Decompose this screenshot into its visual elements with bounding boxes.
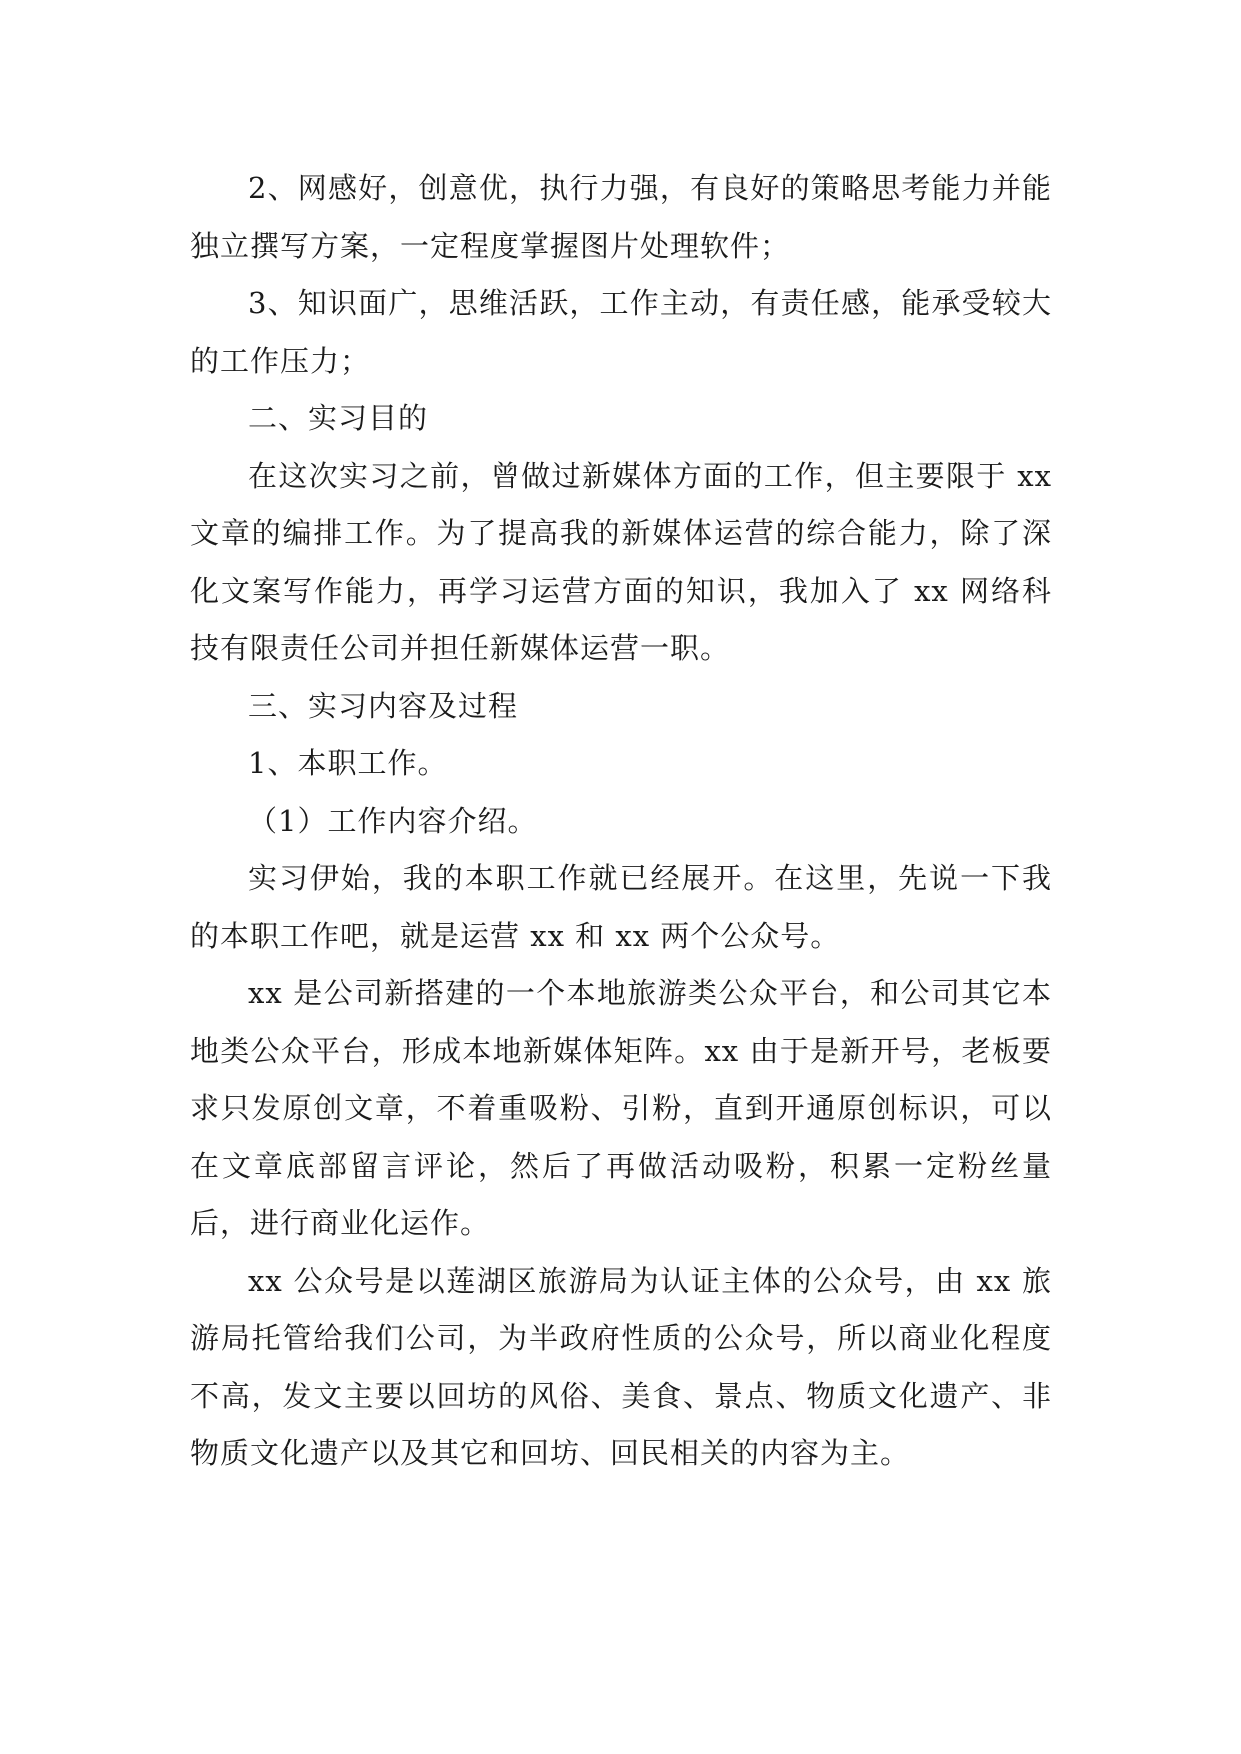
paragraph-purpose: 在这次实习之前，曾做过新媒体方面的工作，但主要限于 xx 文章的编排工作。为了提高我的新媒体运营的综合能力，除了深化文案写作能力，再学习运营方面的知识，我加入了 xx 网络科技有限责任公司并担任新媒体运营一职。 bbox=[190, 458, 1052, 665]
paragraph-requirement-3: 3、知识面广，思维活跃，工作主动，有责任感，能承受较大的工作压力； bbox=[190, 286, 1052, 378]
paragraph-work-start: 实习伊始，我的本职工作就已经展开。在这里，先说一下我的本职工作吧，就是运营 xx 和 xx 两个公众号。 bbox=[190, 861, 1052, 953]
paragraph-account-one: xx 是公司新搭建的一个本地旅游类公众平台，和公司其它本地类公众平台，形成本地新媒体矩阵。xx 由于是新开号，老板要求只发原创文章，不着重吸粉、引粉，直到开通原创标识，可以在文章底部留言评论，然后了再做活动吸粉，积累一定粉丝量后，进行商业化运作。 bbox=[190, 976, 1052, 1240]
subheading-main-work: 1、本职工作。 bbox=[248, 746, 448, 780]
paragraph-requirement-2: 2、网感好，创意优，执行力强，有良好的策略思考能力并能独立撰写方案，一定程度掌握图片处理软件； bbox=[190, 171, 1052, 263]
document-page bbox=[190, 160, 1052, 1483]
section-heading-content: 三、实习内容及过程 bbox=[248, 688, 519, 723]
subheading-work-intro: （1）工作内容介绍。 bbox=[248, 803, 538, 838]
section-heading-purpose: 二、实习目的 bbox=[248, 401, 429, 435]
paragraph-account-two: xx 公众号是以莲湖区旅游局为认证主体的公众号，由 xx 旅游局托管给我们公司，为半政府性质的公众号，所以商业化程度不高，发文主要以回坊的风俗、美食、景点、物质文化遗产、非物质文化遗产以及其它和回坊、回民相关的内容为主。 bbox=[190, 1263, 1052, 1470]
